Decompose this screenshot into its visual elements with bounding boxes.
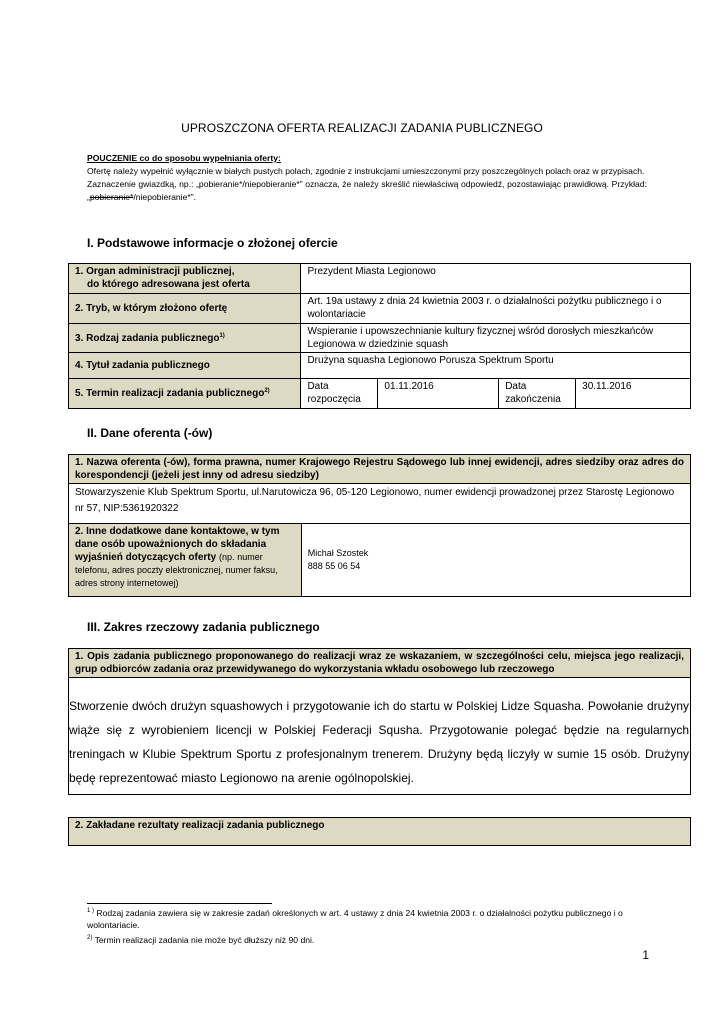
page-number: 1 [642, 948, 649, 962]
table-row [69, 324, 691, 353]
table-row [69, 455, 691, 484]
offerent-name-label: 1. Nazwa oferenta (-ów), forma prawna, numer Krajowego Rejestru Sądowego lub innej ewidencji, adres siedziby oraz adres do korespondencji (jeżeli jest inny od adresu siedziby) [69, 455, 691, 484]
row-label-mode: 2. Tryb, w którym złożono ofertę [69, 294, 301, 324]
offerent-name-value: Stowarzyszenie Klub Spektrum Sportu, ul.Narutowicza 96, 05-120 Legionowo, numer ewidencji prowadzonej przez Starostę Legionowo nr 57, NIP:5361920322 [69, 484, 691, 524]
contact-data-label: 2. Inne dodatkowe dane kontaktowe, w tym dane osób upoważnionych do składania wyjaśnień dotyczących oferty (np. numer telefonu, adres poczty elektronicznej, numer faksu, adres strony internetowej) [69, 524, 302, 597]
notice-p2-end: /niepobieranie*”. [133, 192, 196, 202]
notice-p2-text: Zaznaczenie gwiazdką, np.: „pobieranie*/niepobieranie*” oznacza, że należy skreślić niewłaściwą odpowiedź, pozostawiając prawidłową. Przykład: „ [87, 179, 647, 202]
task-description-box [68, 648, 691, 795]
start-date-label: Data rozpoczęcia [301, 379, 378, 409]
notice-heading: POUCZENIE co do sposobu wypełniania oferty: [87, 153, 281, 163]
section-1-heading: I. Podstawowe informacje o złożonej ofercie [87, 236, 338, 250]
table-row [69, 379, 691, 409]
table-row [69, 294, 691, 324]
table-row [69, 353, 691, 379]
notice-strike-example: pobieranie* [89, 192, 134, 202]
contact-name: Michał Szostek [307, 548, 369, 558]
section-3-heading: III. Zakres rzeczowy zadania publicznego [87, 620, 320, 634]
task-description-text: Stworzenie dwóch drużyn squashowych i przygotowanie ich do startu w Polskiej Lidze Squasha. Powołanie drużyny wiąże się z wyrobieniem licencji w Polskiej Federacji Squsha. Przygotowanie polegać będzie na regularnych treningach w Klubie Spektrum Sportu z profesjonalnym trenerem. Drużyny będą liczyły w sumie 15 osób. Drużyny będę reprezentować miasto Legionowo na arenie ogólnopolskiej. [69, 699, 689, 785]
expected-results-box [68, 817, 691, 846]
table-row [69, 264, 691, 294]
offerent-table [68, 454, 691, 597]
task-title-value: Drużyna squasha Legionowo Porusza Spektrum Sportu [301, 353, 691, 379]
instructions-notice [87, 152, 647, 204]
basic-info-table [68, 263, 691, 409]
notice-paragraph-2 [87, 178, 647, 204]
authority-value: Prezydent Miasta Legionowo [301, 264, 691, 294]
row-label-task-type: 3. Rodzaj zadania publicznego$^{1)}$ [69, 324, 301, 353]
contact-data-value [301, 524, 690, 597]
end-date-value: 30.11.2016 [576, 379, 691, 409]
footnote-1: $^{1 )}$ Rodzaj zadania zawiera się w zakresie zadań określonych w art. 4 ustawy z dnia 24 kwietnia 2003 r. o działalności pożytku publicznego i o wolontariacie. [87, 908, 623, 930]
row-label-task-title: 4. Tytuł zadania publicznego [69, 353, 301, 379]
mode-value: Art. 19a ustawy z dnia 24 kwietnia 2003 r. o działalności pożytku publicznego i o wolontariacie [301, 294, 691, 324]
document-title: UPROSZCZONA OFERTA REALIZACJI ZADANIA PUBLICZNEGO [181, 121, 543, 135]
start-date-value: 01.11.2016 [378, 379, 499, 409]
footnote-separator [87, 903, 272, 904]
table-row [69, 484, 691, 524]
notice-paragraph-1: Ofertę należy wypełnić wyłącznie w białych pustych polach, zgodnie z instrukcjami umieszczonymi przy poszczególnych polach oraz w przypisach. [87, 166, 645, 176]
task-description-label: 1. Opis zadania publicznego proponowanego do realizacji wraz ze wskazaniem, w szczególności celu, miejsca jego realizacji, grup odbiorców zadania oraz przewidywanego do wykorzystania wkładu osobowego lub rzeczowego [69, 649, 690, 678]
table-row [69, 524, 691, 597]
row-label-term: 5. Termin realizacji zadania publicznego$^{2)}$ [69, 379, 301, 409]
task-type-value: Wspieranie i upowszechnianie kultury fizycznej wśród dorosłych mieszkańców Legionowa w dziedzinie squash [301, 324, 691, 353]
expected-results-label: 2. Zakładane rezultaty realizacji zadania publicznego [69, 818, 690, 833]
section-2-heading: II. Dane oferenta (-ów) [87, 426, 213, 440]
row-label-authority: 1. Organ administracji publicznej, do którego adresowana jest oferta [69, 264, 301, 294]
contact-phone: 888 55 06 54 [307, 561, 361, 571]
footnote-2: $^{2)}$ Termin realizacji zadania nie może być dłuższy niż 90 dni. [87, 935, 315, 945]
end-date-label: Data zakończenia [499, 379, 576, 409]
